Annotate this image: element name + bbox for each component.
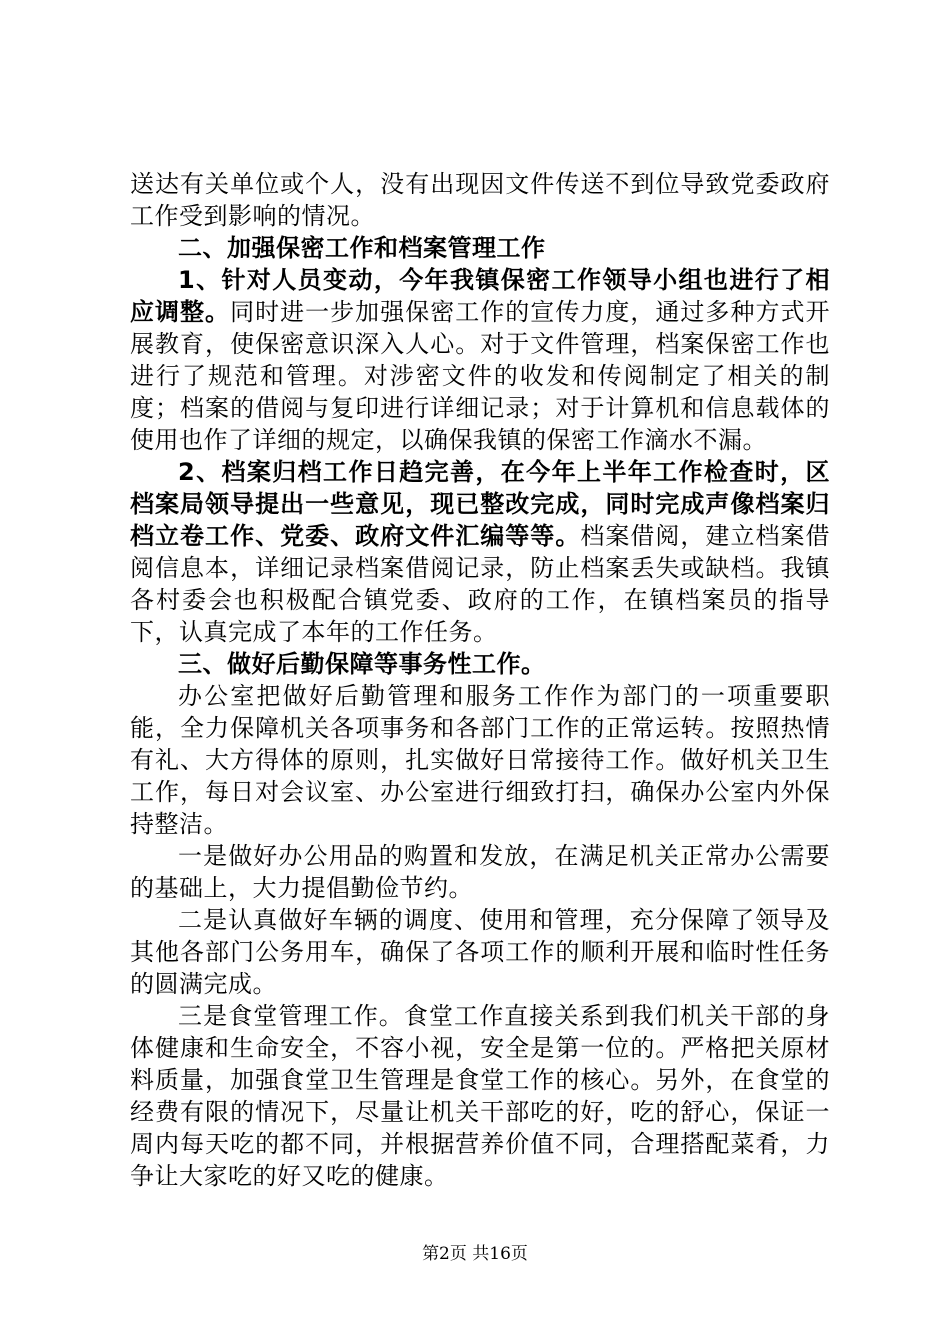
- paragraph-canteen: 三是食堂管理工作。食堂工作直接关系到我们机关干部的身体健康和生命安全，不容小视，安全是第一位的。严格把关原材料质量，加强食堂卫生管理是食堂工作的核心。另外，在食堂的经费有限的情况下，尽量让机关干部吃的好，吃的舒心，保证一周内每天吃的都不同，并根据营养价值不同，合理搭配菜肴，力争让大家吃的好又吃的健康。: [130, 1002, 830, 1190]
- section-heading-3: 三、做好后勤保障等事务性工作。: [178, 650, 546, 678]
- paragraph-confidentiality: [130, 264, 830, 456]
- document-body: [130, 168, 830, 1192]
- paragraph-archives-body: 档案借阅，建立档案借阅信息本，详细记录档案借阅记录，防止档案丢失或缺档。我镇各村委会也积极配合镇党委、政府的工作，在镇档案员的指导下，认真完成了本年的工作任务。: [130, 522, 831, 646]
- paragraph-continuation: 送达有关单位或个人，没有出现因文件传送不到位导致党委政府工作受到影响的情况。: [130, 170, 830, 230]
- paragraph-vehicles: 二是认真做好车辆的调度、使用和管理，充分保障了领导及其他各部门公务用车，确保了各项工作的顺利开展和临时性任务的圆满完成。: [130, 906, 830, 998]
- section-heading-2: 二、加强保密工作和档案管理工作: [178, 234, 546, 262]
- paragraph-logistics: 办公室把做好后勤管理和服务工作作为部门的一项重要职能，全力保障机关各项事务和各部门工作的正常运转。按照热情有礼、大方得体的原则，扎实做好日常接待工作。做好机关卫生工作，每日对会议室、办公室进行细致打扫，确保办公室内外保持整洁。: [130, 682, 830, 838]
- paragraph-archives-lead: 2、档案归档工作日趋完善，在今年上半年工作检查时，区档案局领导提出一些意见，现已整改完成，同时完成声像档案归档立卷工作、党委、政府文件汇编等等。: [130, 458, 830, 550]
- page-footer: 第2页 共16页: [422, 1244, 528, 1264]
- paragraph-office-supplies: 一是做好办公用品的购置和发放，在满足机关正常办公需要的基础上，大力提倡勤俭节约。: [130, 842, 830, 902]
- paragraph-confidentiality-lead: 1、针对人员变动，今年我镇保密工作领导小组也进行了相应调整。: [130, 266, 830, 326]
- paragraph-archives: [130, 456, 830, 648]
- paragraph-confidentiality-body: 同时进一步加强保密工作的宣传力度，通过多种方式开展教育，使保密意识深入人心。对于文件管理，档案保密工作也进行了规范和管理。对涉密文件的收发和传阅制定了相关的制度；档案的借阅与复印进行详细记录；对于计算机和信息载体的使用也作了详细的规定，以确保我镇的保密工作滴水不漏。: [130, 298, 831, 454]
